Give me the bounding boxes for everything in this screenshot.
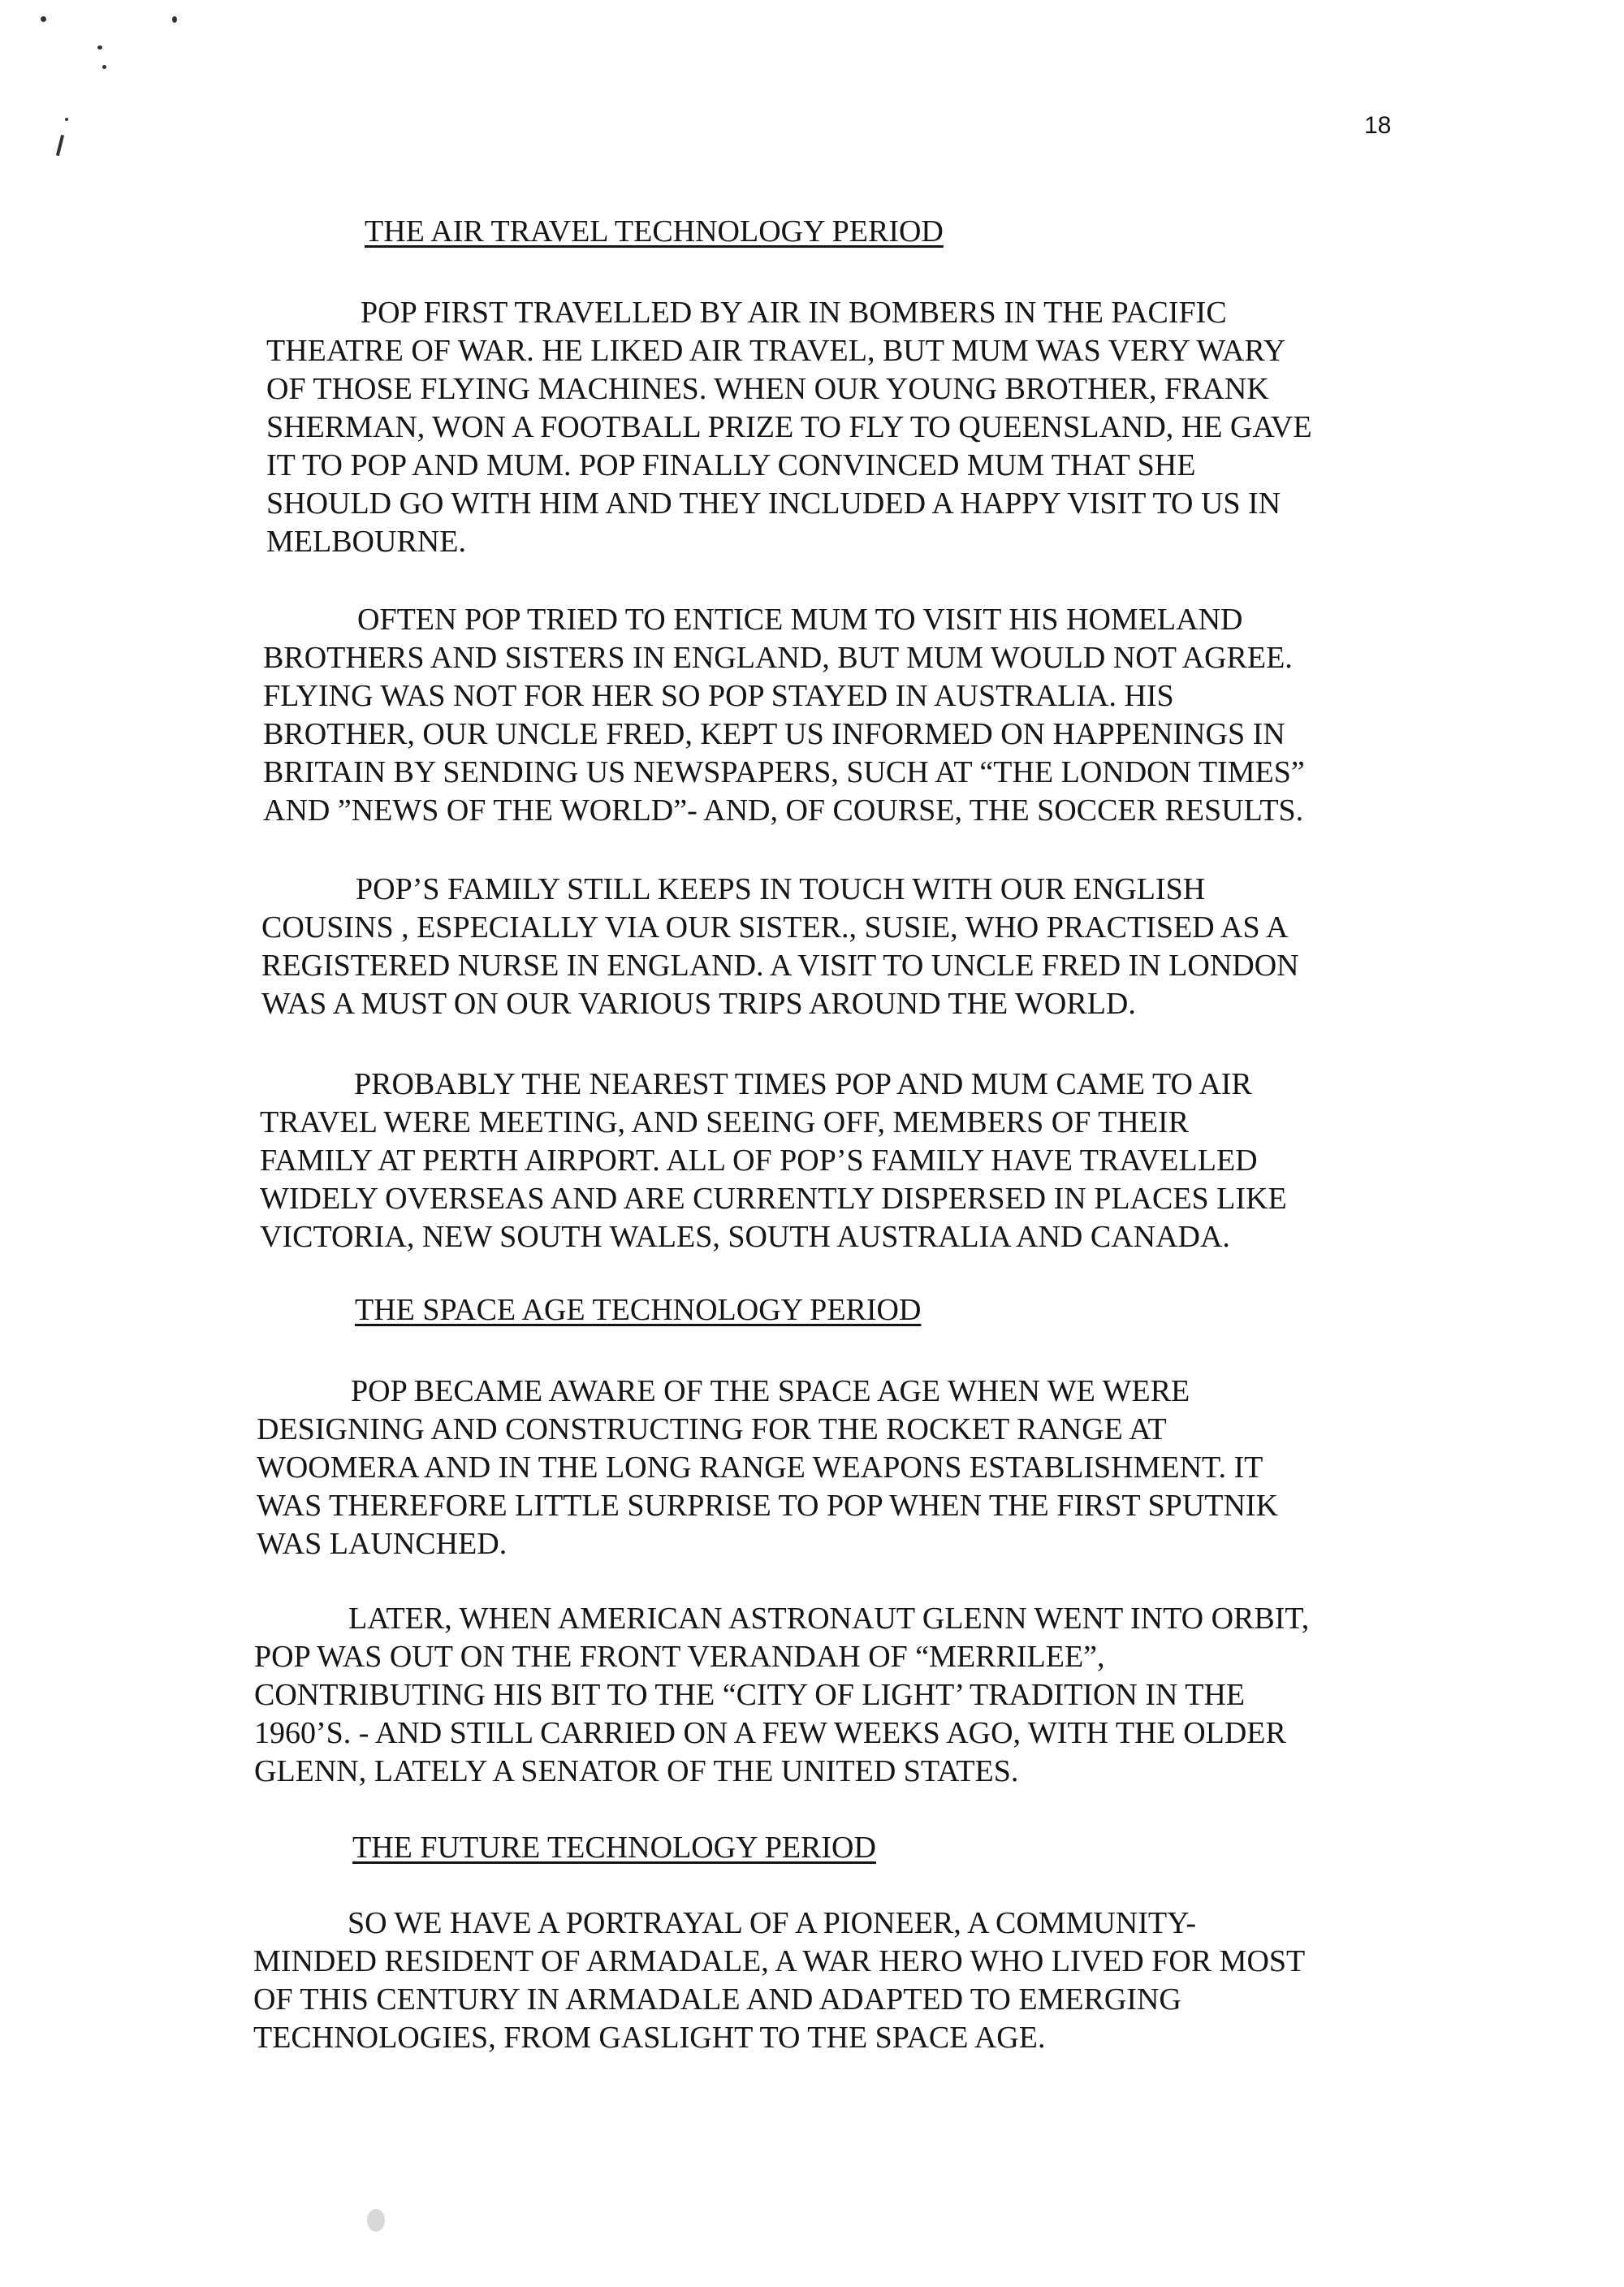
page-number: 18: [1364, 112, 1392, 139]
scan-speck: [102, 65, 106, 69]
paragraph-air-travel-4: PROBABLY THE NEAREST TIMES POP AND MUM CAME TO AIR TRAVEL WERE MEETING, AND SEEING OFF, MEMBERS OF THEIR FAMILY AT PERTH AIRPORT. ALL OF POP’S FAMILY HAVE TRAVELLED WIDELY OVERSEAS AND ARE CURRENTLY DISPERSED IN PLACES LIKE VICTORIA, NEW SOUTH WALES, SOUTH AUSTRALIA AND CANADA.: [260, 1067, 1287, 1254]
paragraph-space-age-2: LATER, WHEN AMERICAN ASTRONAUT GLENN WENT INTO ORBIT, POP WAS OUT ON THE FRONT VERANDAH OF “MERRILEE”, CONTRIBUTING HIS BIT TO THE “CITY OF LIGHT’ TRADITION IN THE 1960’S. - AND STILL CARRIED ON A FEW WEEKS AGO, WITH THE OLDER GLENN, LATELY A SENATOR OF THE UNITED STATES.: [254, 1602, 1310, 1788]
section-heading-future: THE FUTURE TECHNOLOGY PERIOD: [352, 1831, 876, 1865]
scan-speck: [172, 16, 177, 23]
scan-speck: [41, 16, 46, 22]
section-heading-air-travel: THE AIR TRAVEL TECHNOLOGY PERIOD: [365, 214, 944, 249]
scan-speck: [97, 45, 102, 50]
paragraph-future-1: SO WE HAVE A PORTRAYAL OF A PIONEER, A COMMUNITY- MINDED RESIDENT OF ARMADALE, A WAR HERO WHO LIVED FOR MOST OF THIS CENTURY IN ARMADALE AND ADAPTED TO EMERGING TECHNOLOGIES, FROM GASLIGHT TO THE SPACE AGE.: [253, 1906, 1306, 2055]
paragraph-space-age-1: POP BECAME AWARE OF THE SPACE AGE WHEN WE WERE DESIGNING AND CONSTRUCTING FOR THE ROCKET RANGE AT WOOMERA AND IN THE LONG RANGE WEAPONS ESTABLISHMENT. IT WAS THEREFORE LITTLE SURPRISE TO POP WHEN THE FIRST SPUTNIK WAS LAUNCHED.: [257, 1374, 1279, 1561]
paragraph-air-travel-1: POP FIRST TRAVELLED BY AIR IN BOMBERS IN THE PACIFIC THEATRE OF WAR. HE LIKED AIR TRAVEL, BUT MUM WAS VERY WARY OF THOSE FLYING MACHINES. WHEN OUR YOUNG BROTHER, FRANK SHERMAN, WON A FOOTBALL PRIZE TO FLY TO QUEENSLAND, HE GAVE IT TO POP AND MUM. POP FINALLY CONVINCED MUM THAT SHE SHOULD GO WITH HIM AND THEY INCLUDED A HAPPY VISIT TO US IN MELBOURNE.: [266, 296, 1312, 559]
scan-smudge: [367, 2209, 385, 2232]
paragraph-air-travel-2: OFTEN POP TRIED TO ENTICE MUM TO VISIT HIS HOMELAND BROTHERS AND SISTERS IN ENGLAND, BUT MUM WOULD NOT AGREE. FLYING WAS NOT FOR HER SO POP STAYED IN AUSTRALIA. HIS BROTHER, OUR UNCLE FRED, KEPT US INFORMED ON HAPPENINGS IN BRITAIN BY SENDING US NEWSPAPERS, SUCH AT “THE LONDON TIMES” AND ”NEWS OF THE WORLD”- AND, OF COURSE, THE SOCCER RESULTS.: [263, 603, 1305, 828]
paragraph-air-travel-3: POP’S FAMILY STILL KEEPS IN TOUCH WITH OUR ENGLISH COUSINS , ESPECIALLY VIA OUR SISTER., SUSIE, WHO PRACTISED AS A REGISTERED NURSE IN ENGLAND. A VISIT TO UNCLE FRED IN LONDON WAS A MUST ON OUR VARIOUS TRIPS AROUND THE WORLD.: [261, 872, 1299, 1021]
scan-pen-mark: [56, 135, 64, 156]
section-heading-space-age: THE SPACE AGE TECHNOLOGY PERIOD: [355, 1293, 922, 1327]
scan-speck: [65, 118, 68, 121]
